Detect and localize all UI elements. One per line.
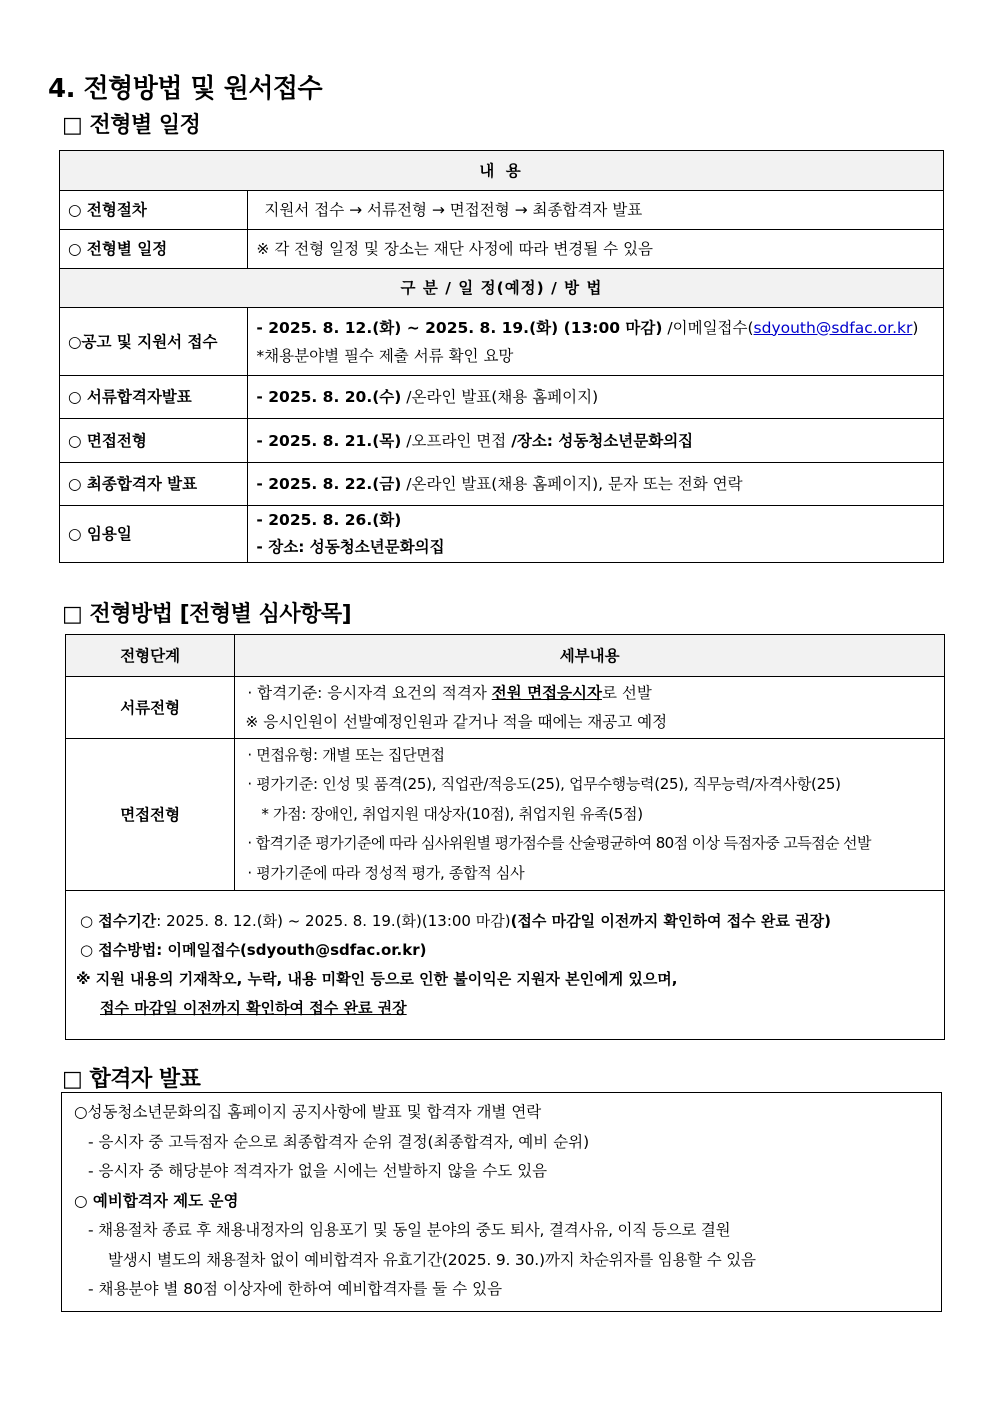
- schedule-table: [59, 150, 944, 563]
- receipt-info: [66, 891, 945, 1040]
- notice-line2: 접수 마감일 이전까지 확인하여 접수 완료 권장: [100, 999, 407, 1017]
- method-label: ○ 접수방법: [80, 941, 157, 959]
- notice-line1: ※ 지원 내용의 기재착오, 누락, 내용 미확인 등으로 인한 불이익은 지원자 본인에게 있으며,: [76, 970, 678, 988]
- int-type: · 면접유형: 개별 또는 집단면접: [247, 745, 445, 764]
- announce-line3: - 응시자 중 해당분야 적격자가 없을 시에는 선발하지 않을 수도 있음: [88, 1162, 548, 1180]
- interview-label: ○ 면접전형: [60, 419, 248, 463]
- doc-stage: 서류전형: [66, 677, 235, 739]
- page-title: 4. 전형방법 및 원서접수: [48, 74, 323, 104]
- apply-email-link[interactable]: sdyouth@sdfac.or.kr: [753, 318, 913, 337]
- method-heading: □ 전형방법 [전형별 심사항목]: [62, 602, 352, 627]
- int-eval: · 평가기준에 따라 정성적 평가, 종합적 심사: [247, 863, 525, 882]
- doc-criteria-emph: 전원 면접응시자: [491, 683, 602, 702]
- method-table: [65, 634, 945, 1040]
- schedule-header: 내 용: [60, 151, 944, 191]
- announce-box: [61, 1092, 942, 1312]
- appoint-value: [248, 506, 944, 563]
- schedule-heading: □ 전형별 일정: [62, 113, 201, 138]
- col-stage-header: 전형단계: [66, 635, 235, 677]
- period-label: ○ 접수기간: [80, 912, 157, 930]
- apply-label: ○공고 및 지원서 접수: [60, 308, 248, 376]
- apply-paren: ): [912, 318, 919, 337]
- appoint-place: - 장소: 성동청소년문화의집: [256, 538, 445, 556]
- interview-value: [248, 419, 944, 463]
- doc-result-label: ○ 서류합격자발표: [60, 376, 248, 419]
- final-date: - 2025. 8. 22.(금): [256, 475, 402, 493]
- announce-heading: □ 합격자 발표: [62, 1067, 201, 1092]
- doc-result-value: [248, 376, 944, 419]
- announce-line2: - 응시자 중 고득점자 순으로 최종합격자 순위 결정(최종합격자, 예비 순위): [88, 1132, 590, 1151]
- apply-value: [248, 308, 944, 376]
- appoint-date: - 2025. 8. 26.(화): [256, 511, 402, 529]
- schedule-sub-header: 구 분 / 일 정(예정) / 방 법: [60, 269, 944, 308]
- doc-detail: [235, 677, 945, 739]
- final-label: ○ 최종합격자 발표: [60, 463, 248, 506]
- period-text: : 2025. 8. 12.(화) ~ 2025. 8. 19.(화)(13:00 마감): [156, 912, 511, 930]
- apply-date: - 2025. 8. 12.(화) ~ 2025. 8. 19.(화) (13:00 마감): [256, 318, 663, 337]
- doc-result-date: - 2025. 8. 20.(수): [256, 388, 402, 406]
- announce-line6: 발생시 별도의 채용절차 없이 예비합격자 유효기간(2025. 9. 30.)까지 차순위자를 임용할 수 있음: [108, 1250, 756, 1269]
- doc-note: ※ 응시인원이 선발예정인원과 같거나 적을 때에는 재공고 예정: [245, 712, 668, 731]
- procedure-value: 지원서 접수 → 서류전형 → 면접전형 → 최종합격자 발표: [248, 191, 944, 230]
- doc-criteria-pre: · 합격기준: 응시자격 요건의 적격자: [247, 683, 492, 702]
- schedule-value: ※ 각 전형 일정 및 장소는 재단 사정에 따라 변경될 수 있음: [248, 230, 944, 269]
- period-note: (접수 마감일 이전까지 확인하여 접수 완료 권장): [510, 912, 831, 930]
- col-detail-header: 세부내용: [235, 635, 945, 677]
- procedure-label: ○ 전형절차: [60, 191, 248, 230]
- int-bonus: * 가점: 장애인, 취업지원 대상자(10점), 취업지원 유족(5점): [261, 804, 643, 823]
- final-method: /온라인 발표(채용 홈페이지), 문자 또는 전화 연락: [401, 475, 743, 493]
- final-value: [248, 463, 944, 506]
- doc-result-method: /온라인 발표(채용 홈페이지): [401, 388, 599, 406]
- int-detail: [235, 739, 945, 891]
- announce-line7: - 채용분야 별 80점 이상자에 한하여 예비합격자를 둘 수 있음: [88, 1280, 503, 1298]
- announce-line4: ○ 예비합격자 제도 운영: [74, 1191, 239, 1210]
- announce-line1: ○성동청소년문화의집 홈페이지 공지사항에 발표 및 합격자 개별 연락: [74, 1103, 542, 1121]
- int-criteria: · 평가기준: 인성 및 품격(25), 직업관/적응도(25), 업무수행능력(25), 직무능력/자격사항(25): [247, 775, 841, 794]
- int-stage: 면접전형: [66, 739, 235, 891]
- interview-place: /장소: 성동청소년문화의집: [511, 431, 694, 450]
- apply-method: /이메일접수(: [662, 318, 754, 337]
- announce-line5: - 채용절차 종료 후 채용내정자의 임용포기 및 동일 분야의 중도 퇴사, 결격사유, 이직 등으로 결원: [88, 1221, 731, 1239]
- doc-criteria-post: 로 선발: [601, 683, 652, 702]
- apply-note: *채용분야별 필수 제출 서류 확인 요망: [256, 346, 514, 365]
- interview-method: /오프라인 면접: [401, 431, 512, 450]
- int-pass: · 합격기준 평가기준에 따라 심사위원별 평가점수를 산술평균하여 80점 이상 득점자중 고득점순 선발: [247, 834, 871, 853]
- appoint-label: ○ 임용일: [60, 506, 248, 563]
- method-text: : 이메일접수(sdyouth@sdfac.or.kr): [156, 941, 427, 959]
- interview-date: - 2025. 8. 21.(목): [256, 431, 402, 450]
- schedule-label: ○ 전형별 일정: [60, 230, 248, 269]
